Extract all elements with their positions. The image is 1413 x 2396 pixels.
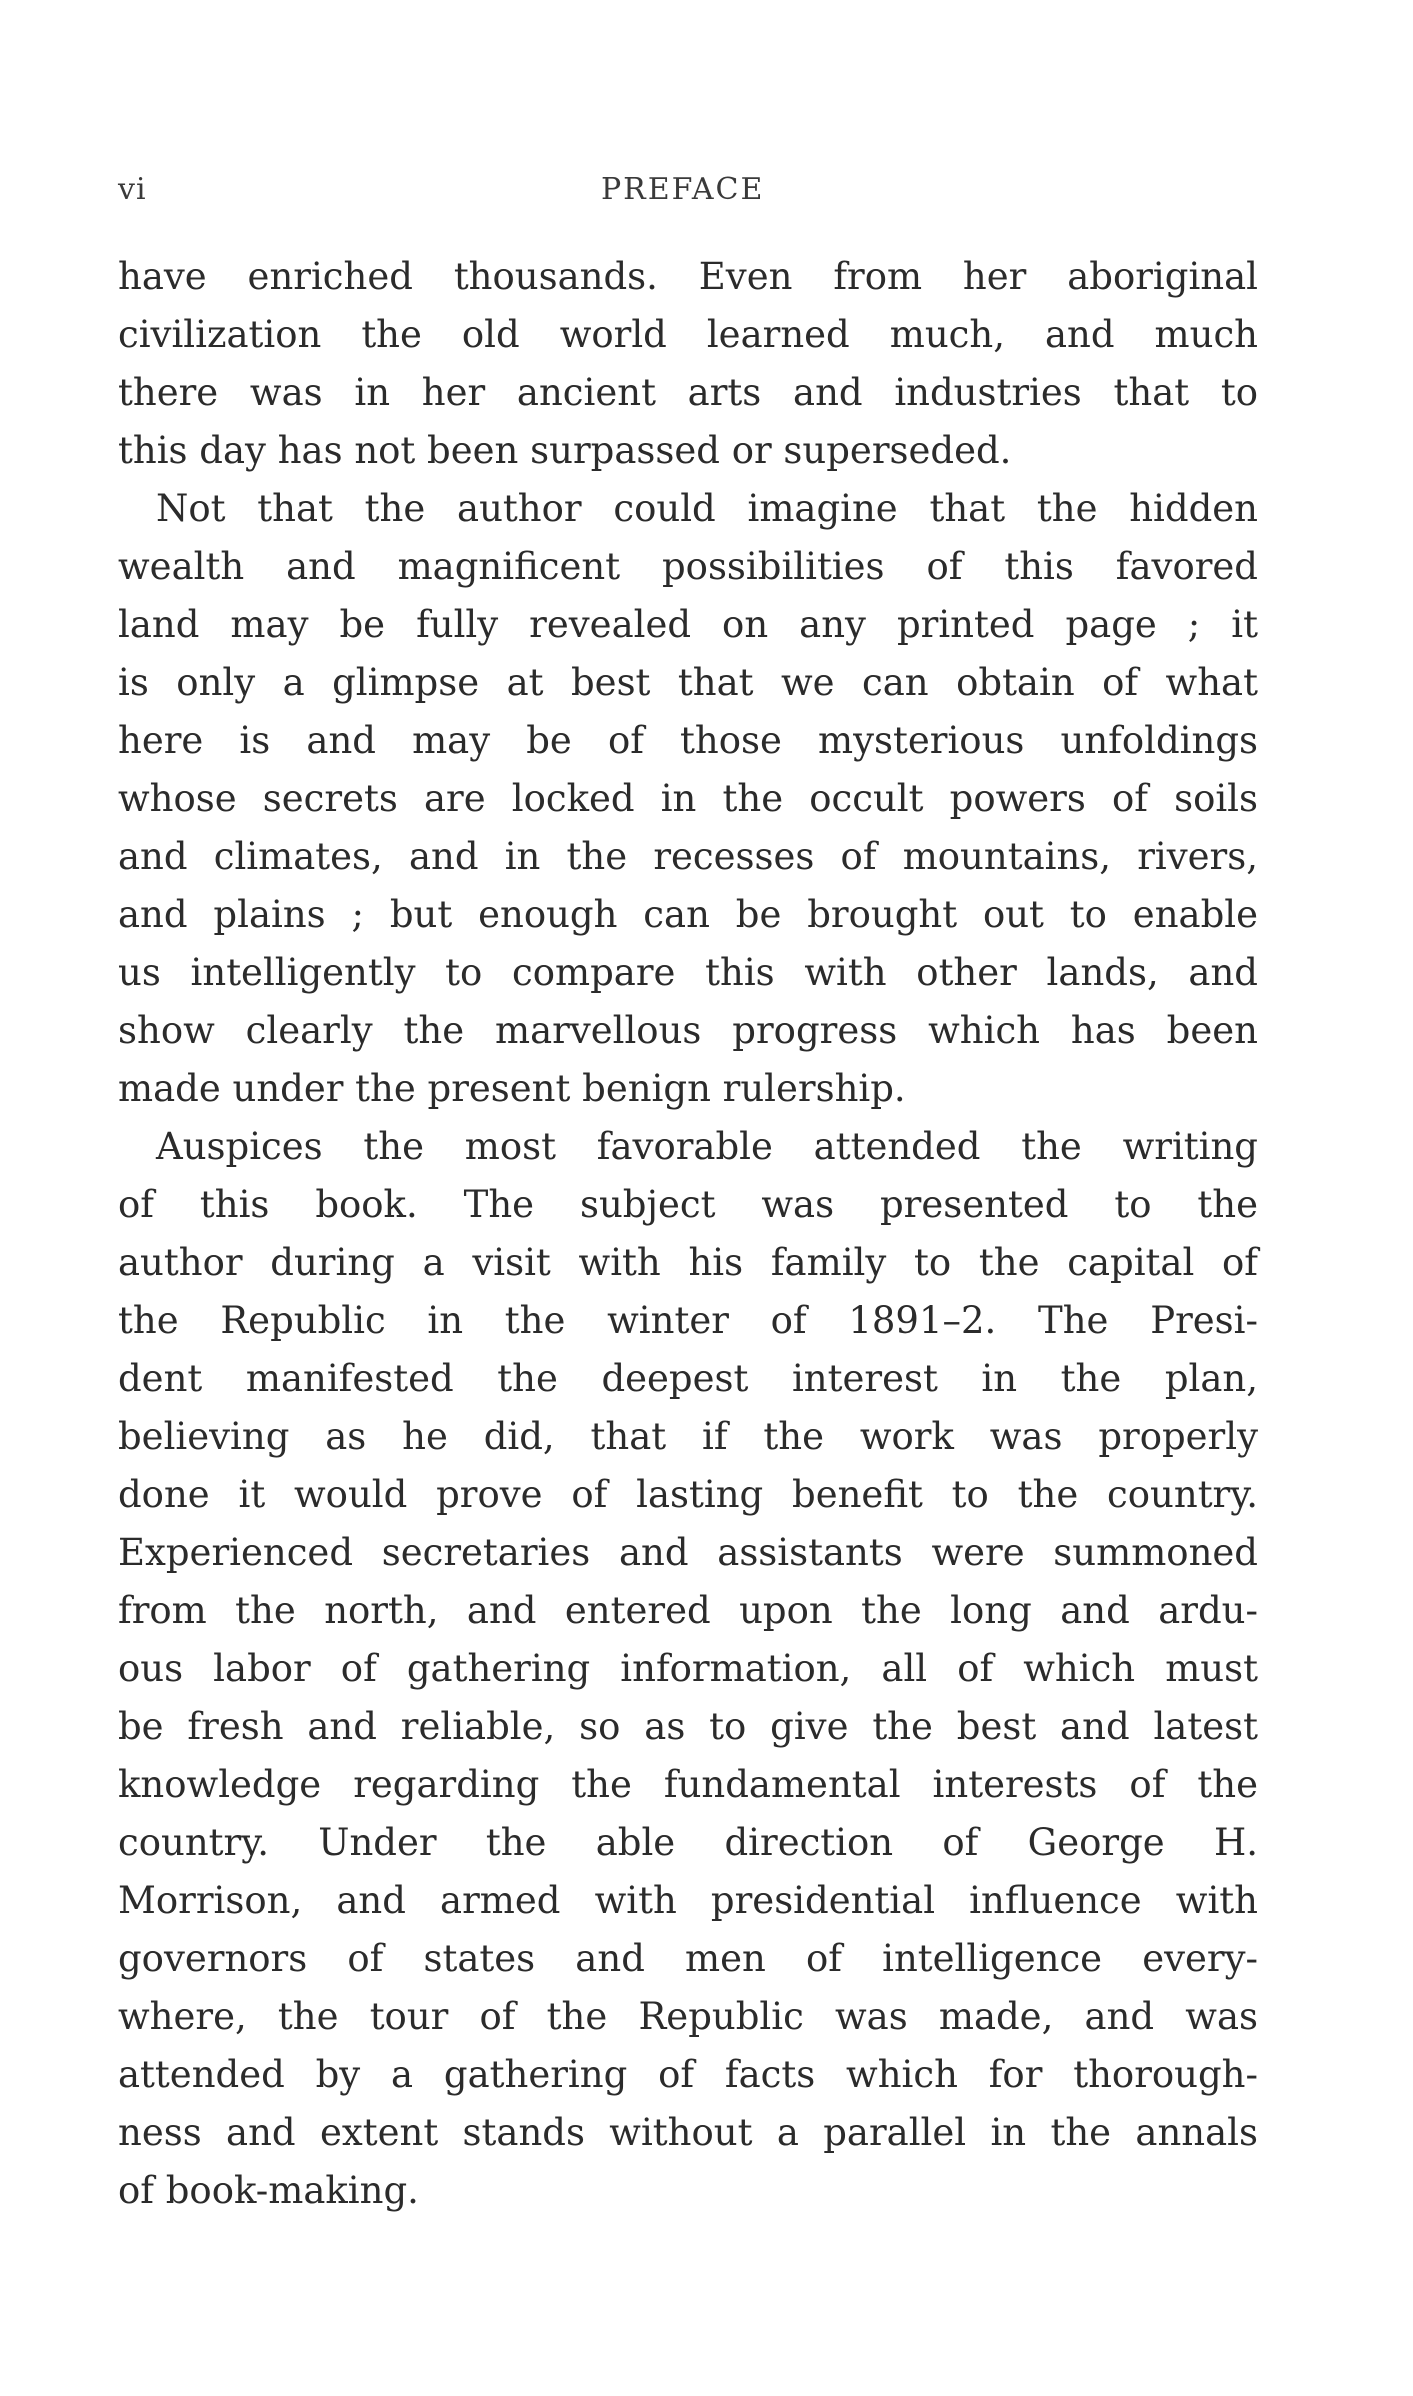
text-line: wealth and magnificent possibilities of this favored (118, 545, 1258, 588)
text-line: country. Under the able direction of George H. (118, 1821, 1258, 1864)
text-line: and plains ; but enough can be brought out to enable (118, 893, 1258, 936)
text-line: be fresh and reliable, so as to give the best and latest (118, 1705, 1258, 1748)
running-header (118, 172, 1258, 222)
text-line: attended by a gathering of facts which for thorough- (118, 2053, 1258, 2096)
text-line: Morrison, and armed with presidential influence with (118, 1879, 1258, 1922)
running-title: PREFACE (601, 172, 765, 207)
text-line: Experienced secretaries and assistants were summoned (118, 1531, 1258, 1574)
text-line: from the north, and entered upon the long and ardu- (118, 1589, 1258, 1632)
text-line: believing as he did, that if the work was properly (118, 1415, 1258, 1458)
text-line: is only a glimpse at best that we can obtain of what (118, 661, 1258, 704)
text-line: land may be fully revealed on any printed page ; it (118, 603, 1258, 646)
text-line: this day has not been surpassed or superseded. (118, 429, 1012, 472)
text-line: show clearly the marvellous progress which has been (118, 1009, 1258, 1052)
text-line: dent manifested the deepest interest in the plan, (118, 1357, 1258, 1400)
text-line: Auspices the most favorable attended the writing (156, 1125, 1258, 1168)
text-line: done it would prove of lasting benefit to the country. (118, 1473, 1258, 1516)
text-line: there was in her ancient arts and industries that to (118, 371, 1258, 414)
text-line: Not that the author could imagine that the hidden (156, 487, 1258, 530)
text-line: have enriched thousands. Even from her aboriginal (118, 255, 1258, 298)
text-line: of this book. The subject was presented to the (118, 1183, 1258, 1226)
text-line: and climates, and in the recesses of mountains, rivers, (118, 835, 1258, 878)
text-line: knowledge regarding the fundamental interests of the (118, 1763, 1258, 1806)
text-line: whose secrets are locked in the occult powers of soils (118, 777, 1258, 820)
text-line: where, the tour of the Republic was made, and was (118, 1995, 1258, 2038)
text-line: civilization the old world learned much, and much (118, 313, 1258, 356)
text-line: author during a visit with his family to the capital of (118, 1241, 1258, 1284)
page-number: vi (118, 172, 147, 207)
text-line: ness and extent stands without a parallel in the annals (118, 2111, 1258, 2154)
text-line: made under the present benign rulership. (118, 1067, 906, 1110)
body-text (118, 248, 1258, 2248)
text-line: here is and may be of those mysterious unfoldings (118, 719, 1258, 762)
text-line: governors of states and men of intelligence every- (118, 1937, 1258, 1980)
text-line: us intelligently to compare this with other lands, and (118, 951, 1258, 994)
text-line: the Republic in the winter of 1891–2. The Presi- (118, 1299, 1258, 1342)
text-line: ous labor of gathering information, all of which must (118, 1647, 1258, 1690)
text-line: of book-making. (118, 2169, 419, 2212)
